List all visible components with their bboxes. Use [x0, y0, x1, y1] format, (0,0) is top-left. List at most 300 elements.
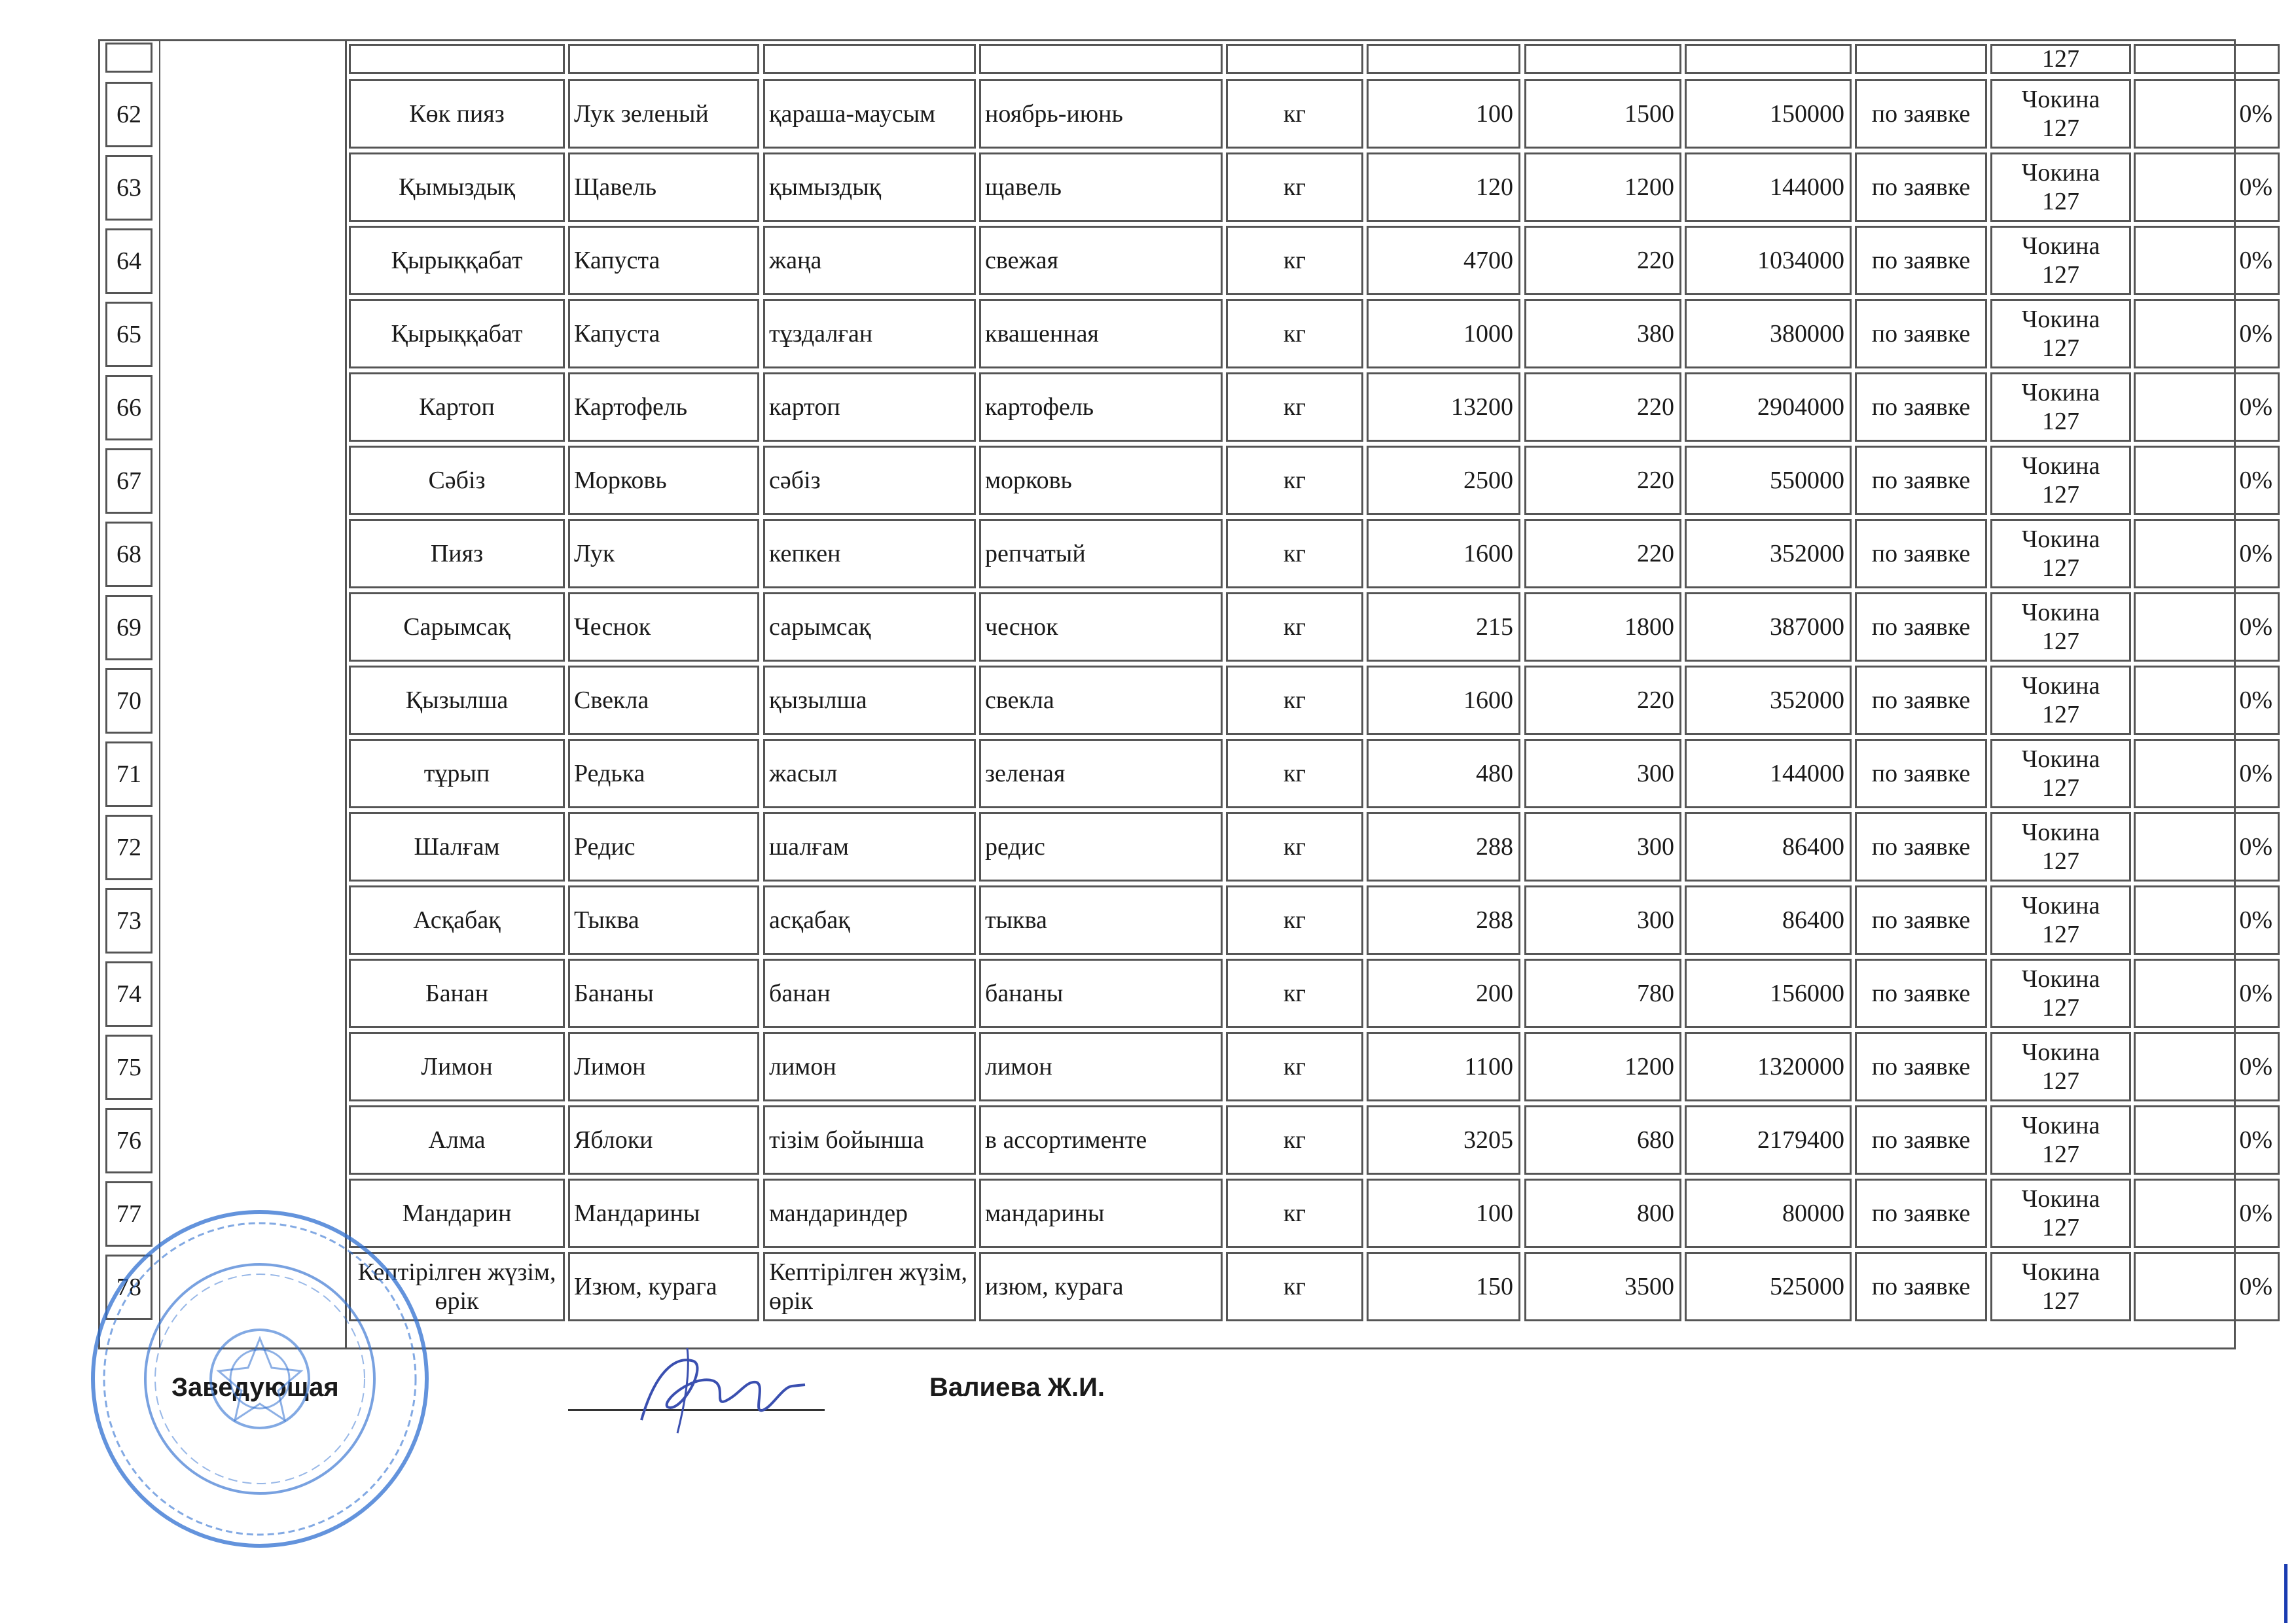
cell-text: кг — [1283, 393, 1306, 421]
cell-text: редис — [985, 833, 1045, 861]
cell-text: Мандарин — [402, 1200, 512, 1227]
table-sheet — [98, 39, 2272, 1349]
table-cell-kz-name — [349, 959, 565, 1028]
table-cell-ru-name — [568, 812, 759, 882]
table-cell-ru-name — [568, 299, 759, 368]
table-cell-ru-desc — [979, 152, 1223, 222]
cell-text: 352000 — [1770, 687, 1844, 714]
cell-text: 1100 — [1464, 1053, 1513, 1080]
table-cell-price — [1524, 226, 1681, 295]
cell-text: кг — [1283, 100, 1306, 128]
table-cell-pct — [2134, 79, 2280, 149]
cell-text: Қымыздық — [398, 173, 516, 201]
row-number-cell — [105, 815, 152, 880]
cell-text: 3205 — [1463, 1126, 1513, 1154]
table-cell-price — [1524, 885, 1681, 955]
table-cell-kz-desc — [763, 372, 976, 442]
address-number: 127 — [2042, 554, 2079, 582]
address-street: Чокина — [2021, 965, 2100, 993]
table-cell-ru-name — [568, 152, 759, 222]
cell-text: 220 — [1637, 393, 1674, 421]
cell-text: 86400 — [1782, 833, 1844, 861]
cell-text: 0% — [2239, 1126, 2272, 1154]
table-cell-price — [1524, 446, 1681, 515]
table-cell-qty — [1367, 79, 1520, 149]
cell-text: кепкен — [769, 540, 841, 567]
row-number: 66 — [117, 394, 141, 421]
table-cell-kz-name — [349, 592, 565, 662]
cell-text: Чеснок — [574, 613, 651, 641]
cell-text: 0% — [2239, 687, 2272, 714]
cell-text: кг — [1283, 980, 1306, 1007]
cell-text: 150000 — [1770, 100, 1844, 128]
table-cell-pct — [2134, 592, 2280, 662]
address-number: 127 — [2042, 628, 2079, 655]
cell-text: 0% — [2239, 1053, 2272, 1080]
table-cell-term — [1855, 885, 1987, 955]
table-cell-unit — [1226, 152, 1363, 222]
cell-text: по заявке — [1871, 613, 1971, 641]
cell-text: 13200 — [1451, 393, 1513, 421]
cell-text: по заявке — [1871, 1200, 1971, 1227]
address-number: 127 — [2042, 408, 2079, 435]
row-number-cell — [105, 961, 152, 1027]
table-cell-qty — [1367, 152, 1520, 222]
table-cell — [1226, 44, 1363, 74]
cell-text: Бананы — [574, 980, 654, 1007]
table-cell-unit — [1226, 592, 1363, 662]
table-cell-kz-name — [349, 812, 565, 882]
row-number-cell — [105, 1035, 152, 1100]
cell-text: Асқабақ — [413, 906, 501, 934]
cell-text: Тыква — [574, 906, 639, 934]
cell-text: Изюм, курага — [574, 1273, 717, 1300]
table-cell-sum — [1685, 592, 1852, 662]
table-cell-price — [1524, 812, 1681, 882]
table-cell-ru-desc — [979, 592, 1223, 662]
cell-text: мандарины — [985, 1200, 1105, 1227]
cell-text: свежая — [985, 247, 1059, 274]
row-number: 70 — [117, 687, 141, 715]
cell-text: кг — [1283, 687, 1306, 714]
cell-text: жасыл — [769, 760, 838, 787]
cell-text: Сәбіз — [428, 467, 486, 494]
table-cell-kz-desc — [763, 1032, 976, 1101]
table-cell-term — [1855, 1252, 1987, 1321]
cell-text: тұздалған — [769, 320, 873, 348]
cell-text: қымыздық — [769, 173, 882, 201]
table-cell-kz-desc — [763, 959, 976, 1028]
address-number: 127 — [2042, 921, 2079, 948]
row-number-cell — [105, 1108, 152, 1173]
table-cell-ru-name — [568, 1105, 759, 1175]
address-street: Чокина — [2021, 892, 2100, 919]
cell-text: Яблоки — [574, 1126, 653, 1154]
table-cell-unit — [1226, 1179, 1363, 1248]
table-cell-addr — [1990, 226, 2131, 295]
cell-text: по заявке — [1871, 687, 1971, 714]
cell-text: 4700 — [1463, 247, 1513, 274]
table-cell-kz-desc — [763, 885, 976, 955]
table-cell-ru-desc — [979, 446, 1223, 515]
table-cell-kz-desc — [763, 1105, 976, 1175]
table-cell-kz-desc — [763, 226, 976, 295]
cell-text: Картоп — [419, 393, 495, 421]
cell-text: 288 — [1476, 833, 1513, 861]
table-cell-price — [1524, 1105, 1681, 1175]
row-number-cell — [105, 888, 152, 954]
table-cell-unit — [1226, 739, 1363, 808]
cell-text: 2500 — [1463, 467, 1513, 494]
cell-text: 1500 — [1624, 100, 1674, 128]
cell-text: по заявке — [1871, 1273, 1971, 1300]
cell-text: 127 — [2042, 45, 2079, 73]
table-cell-sum — [1685, 79, 1852, 149]
table-cell-term — [1855, 739, 1987, 808]
cell-text: картофель — [985, 393, 1094, 421]
cell-text: мандариндер — [769, 1200, 908, 1227]
table-cell-qty — [1367, 226, 1520, 295]
cell-text: по заявке — [1871, 906, 1971, 934]
table-cell-kz-name — [349, 666, 565, 735]
table-cell-pct — [2134, 1105, 2280, 1175]
table-cell-unit — [1226, 79, 1363, 149]
cell-text: банан — [769, 980, 831, 1007]
cell-text: 3500 — [1624, 1273, 1674, 1300]
table-cell-pct — [2134, 226, 2280, 295]
row-number-cell — [105, 155, 152, 221]
table-cell-term — [1855, 519, 1987, 588]
table-cell-pct — [2134, 372, 2280, 442]
table-cell-pct — [2134, 152, 2280, 222]
table-cell-kz-desc — [763, 79, 976, 149]
cell-text: Капуста — [574, 320, 660, 348]
cell-text: 387000 — [1770, 613, 1844, 641]
cell-text: 0% — [2239, 1273, 2272, 1300]
cell-text: репчатый — [985, 540, 1086, 567]
row-number-cell — [105, 595, 152, 660]
cell-text: қараша-маусым — [769, 100, 936, 128]
cell-text: кг — [1283, 613, 1306, 641]
cell-text: 1200 — [1624, 173, 1674, 201]
table-cell-term — [1855, 299, 1987, 368]
table-cell-kz-desc — [763, 519, 976, 588]
cell-text: 0% — [2239, 906, 2272, 934]
table-cell-unit — [1226, 885, 1363, 955]
table-cell-sum — [1685, 299, 1852, 368]
address-street: Чокина — [2021, 86, 2100, 113]
cell-text: Редька — [574, 760, 645, 787]
cell-text: кг — [1283, 540, 1306, 567]
table-cell-pct — [2134, 1179, 2280, 1248]
table-cell-unit — [1226, 372, 1363, 442]
cell-text: Банан — [425, 980, 489, 1007]
blank-merged-column — [159, 41, 347, 1347]
table-cell-qty — [1367, 1032, 1520, 1101]
cell-text: 0% — [2239, 320, 2272, 348]
row-number: 74 — [117, 980, 141, 1008]
table-cell-term — [1855, 812, 1987, 882]
table-cell — [568, 44, 759, 74]
cell-text: 550000 — [1770, 467, 1844, 494]
cell-text: тұрып — [423, 760, 490, 787]
table-cell-ru-name — [568, 372, 759, 442]
cell-text: Морковь — [574, 467, 667, 494]
cell-text: 0% — [2239, 980, 2272, 1007]
cell-text: по заявке — [1871, 100, 1971, 128]
table-cell — [1855, 44, 1987, 74]
table-cell-ru-name — [568, 1179, 759, 1248]
cell-text: по заявке — [1871, 320, 1971, 348]
table-cell — [1685, 44, 1852, 74]
cell-text: Редис — [574, 833, 636, 861]
table-cell-sum — [1685, 1252, 1852, 1321]
cell-text: Картофель — [574, 393, 688, 421]
cell-text: лимон — [985, 1053, 1052, 1080]
table-cell-addr — [1990, 592, 2131, 662]
table-cell-ru-desc — [979, 79, 1223, 149]
address-number: 127 — [2042, 261, 2079, 289]
cell-text: 0% — [2239, 540, 2272, 567]
table-cell-ru-desc — [979, 1105, 1223, 1175]
address-street: Чокина — [2021, 159, 2100, 187]
table-cell — [349, 44, 565, 74]
table-cell-kz-desc — [763, 666, 976, 735]
table-cell-sum — [1685, 812, 1852, 882]
table-cell-unit — [1226, 299, 1363, 368]
table-cell-kz-name — [349, 372, 565, 442]
table-cell-term — [1855, 959, 1987, 1028]
table-cell-kz-name — [349, 446, 565, 515]
cell-text: 1200 — [1624, 1053, 1674, 1080]
table-cell-sum — [1685, 1032, 1852, 1101]
cell-text: 0% — [2239, 393, 2272, 421]
address-street: Чокина — [2021, 1258, 2100, 1286]
address-number: 127 — [2042, 1214, 2079, 1241]
table-cell-term — [1855, 152, 1987, 222]
cell-text: 200 — [1476, 980, 1513, 1007]
cell-text: 80000 — [1782, 1200, 1844, 1227]
cell-text: жаңа — [769, 247, 822, 274]
table-cell-term — [1855, 446, 1987, 515]
cell-text: Лимон — [421, 1053, 493, 1080]
row-number-cell — [105, 43, 152, 73]
table-cell-pct — [2134, 519, 2280, 588]
cell-text: Көк пияз — [409, 100, 505, 128]
cell-text: 220 — [1637, 247, 1674, 274]
table-cell-term — [1855, 666, 1987, 735]
table-cell-ru-name — [568, 1252, 759, 1321]
table-cell-qty — [1367, 592, 1520, 662]
cell-text: кг — [1283, 1053, 1306, 1080]
cell-text: Қырыққабат — [391, 320, 523, 348]
table-cell-pct — [2134, 299, 2280, 368]
table-cell-price — [1524, 1032, 1681, 1101]
cell-text: лимон — [769, 1053, 836, 1080]
table-cell-ru-name — [568, 226, 759, 295]
table-cell-kz-desc — [763, 299, 976, 368]
table-cell-ru-name — [568, 739, 759, 808]
cell-text: по заявке — [1871, 760, 1971, 787]
row-number: 68 — [117, 541, 141, 568]
table-cell — [2134, 44, 2280, 74]
row-number-cell — [105, 668, 152, 734]
address-number: 127 — [2042, 1287, 2079, 1315]
table-cell-qty — [1367, 372, 1520, 442]
cell-text: 100 — [1476, 1200, 1513, 1227]
table-cell-sum — [1685, 1179, 1852, 1248]
cell-text: по заявке — [1871, 540, 1971, 567]
address-street: Чокина — [2021, 672, 2100, 700]
cell-text: шалғам — [769, 833, 849, 861]
table-cell-term — [1855, 592, 1987, 662]
table-cell — [1524, 44, 1681, 74]
table-cell-sum — [1685, 885, 1852, 955]
table-cell-price — [1524, 372, 1681, 442]
cell-text: 0% — [2239, 1200, 2272, 1227]
table-cell-price — [1524, 739, 1681, 808]
address-street: Чокина — [2021, 599, 2100, 626]
row-number: 73 — [117, 907, 141, 935]
table-cell-sum — [1685, 372, 1852, 442]
cell-text: 144000 — [1770, 173, 1844, 201]
table-cell-addr — [1990, 885, 2131, 955]
cell-text: 1034000 — [1757, 247, 1844, 274]
cell-text: кг — [1283, 320, 1306, 348]
cell-text: Қызылша — [405, 687, 509, 714]
cell-text: 100 — [1476, 100, 1513, 128]
cell-text: 1320000 — [1757, 1053, 1844, 1080]
table-cell-term — [1855, 79, 1987, 149]
table-cell-qty — [1367, 666, 1520, 735]
table-cell-kz-name — [349, 885, 565, 955]
address-street: Чокина — [2021, 232, 2100, 260]
cell-text: Қырыққабат — [391, 247, 523, 274]
table-cell-addr — [1990, 1252, 2131, 1321]
table-cell-sum — [1685, 446, 1852, 515]
table-cell-unit — [1226, 1252, 1363, 1321]
row-number: 72 — [117, 834, 141, 861]
row-number: 65 — [117, 321, 141, 348]
table-cell-addr — [1990, 446, 2131, 515]
cell-text: квашенная — [985, 320, 1099, 348]
cell-text: 800 — [1637, 1200, 1674, 1227]
table-cell-price — [1524, 1252, 1681, 1321]
cell-text: по заявке — [1871, 1126, 1971, 1154]
table-cell-kz-name — [349, 79, 565, 149]
address-street: Чокина — [2021, 819, 2100, 846]
cell-text: 220 — [1637, 540, 1674, 567]
cell-text: Лимон — [574, 1053, 646, 1080]
table-cell-ru-desc — [979, 226, 1223, 295]
table-cell-sum — [1685, 152, 1852, 222]
table-cell-sum — [1685, 959, 1852, 1028]
table-cell-ru-name — [568, 959, 759, 1028]
address-street: Чокина — [2021, 452, 2100, 480]
cell-text: 288 — [1476, 906, 1513, 934]
table-cell-price — [1524, 1179, 1681, 1248]
cell-text: 220 — [1637, 687, 1674, 714]
cell-text: 300 — [1637, 906, 1674, 934]
cell-text: Пияз — [430, 540, 484, 567]
cell-text: 1000 — [1463, 320, 1513, 348]
cell-text: 2179400 — [1757, 1126, 1844, 1154]
cell-text: Шалғам — [414, 833, 500, 861]
table-cell-ru-name — [568, 79, 759, 149]
table-cell-price — [1524, 592, 1681, 662]
cell-text: 300 — [1637, 833, 1674, 861]
table-cell-addr — [1990, 739, 2131, 808]
cell-text: 86400 — [1782, 906, 1844, 934]
table-cell-price — [1524, 519, 1681, 588]
cell-text: кг — [1283, 1273, 1306, 1300]
cell-text: в ассортименте — [985, 1126, 1147, 1154]
cell-text: тізім бойынша — [769, 1126, 924, 1154]
row-number: 62 — [117, 101, 141, 128]
table-cell-sum — [1685, 226, 1852, 295]
cell-text: кг — [1283, 173, 1306, 201]
table-cell-term — [1855, 1105, 1987, 1175]
cell-text: 352000 — [1770, 540, 1844, 567]
table-cell-kz-desc — [763, 739, 976, 808]
table-cell-pct — [2134, 666, 2280, 735]
cell-text: щавель — [985, 173, 1062, 201]
table-cell-term — [1855, 1032, 1987, 1101]
cell-text: 300 — [1637, 760, 1674, 787]
cell-text: 480 — [1476, 760, 1513, 787]
row-number: 64 — [117, 247, 141, 275]
address-number: 127 — [2042, 774, 2079, 802]
cell-text: Лук — [574, 540, 615, 567]
table-cell-ru-desc — [979, 372, 1223, 442]
address-street: Чокина — [2021, 379, 2100, 406]
table-cell-price — [1524, 79, 1681, 149]
table-cell-addr — [1990, 152, 2131, 222]
table-cell-addr — [1990, 959, 2131, 1028]
table-cell-ru-name — [568, 592, 759, 662]
table-cell-qty — [1367, 812, 1520, 882]
table-cell-kz-name — [349, 1105, 565, 1175]
table-cell-ru-desc — [979, 1252, 1223, 1321]
cell-text: тыква — [985, 906, 1047, 934]
cell-text: 0% — [2239, 760, 2272, 787]
row-number: 77 — [117, 1200, 141, 1228]
cell-text: кг — [1283, 1200, 1306, 1227]
row-number-cell — [105, 448, 152, 514]
cell-text: кг — [1283, 906, 1306, 934]
address-street: Чокина — [2021, 745, 2100, 773]
table-cell-unit — [1226, 519, 1363, 588]
address-number: 127 — [2042, 701, 2079, 728]
address-number: 127 — [2042, 1067, 2079, 1095]
table-cell-pct — [2134, 812, 2280, 882]
table-cell-qty — [1367, 959, 1520, 1028]
cell-text: 525000 — [1770, 1273, 1844, 1300]
table-cell-qty — [1367, 299, 1520, 368]
table-cell-addr — [1990, 812, 2131, 882]
table-cell — [1990, 44, 2131, 74]
row-number-cell — [105, 302, 152, 367]
table-cell-qty — [1367, 1179, 1520, 1248]
table-cell-term — [1855, 372, 1987, 442]
table-cell-ru-name — [568, 519, 759, 588]
table-cell-kz-desc — [763, 592, 976, 662]
row-number: 69 — [117, 614, 141, 641]
table-cell-term — [1855, 1179, 1987, 1248]
table-cell-ru-name — [568, 666, 759, 735]
address-street: Чокина — [2021, 1039, 2100, 1066]
cell-text: 380 — [1637, 320, 1674, 348]
